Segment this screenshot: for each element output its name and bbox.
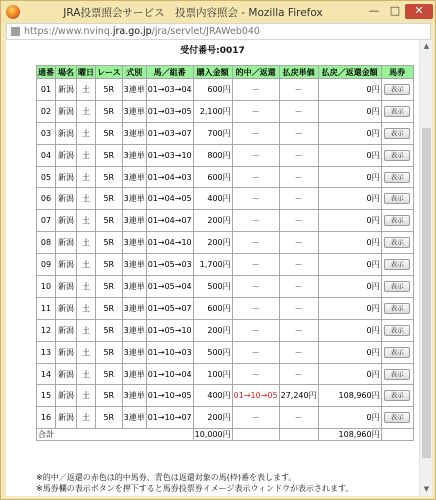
minimize-button[interactable]: — (368, 4, 380, 17)
horse-combination: 01→05→10 (146, 319, 193, 341)
ticket-cell (381, 188, 413, 210)
payout-unit: － (279, 297, 318, 319)
row-number: 01 (37, 79, 56, 101)
show-ticket-button[interactable]: 表示 (384, 84, 410, 95)
bet-amount: 200円 (193, 210, 232, 232)
payout-unit: － (279, 363, 318, 385)
weekday: 土 (77, 144, 96, 166)
ticket-cell (381, 166, 413, 188)
bet-type: 3連単 (122, 363, 146, 385)
horse-combination: 01→04→05 (146, 188, 193, 210)
payout-amount: 0円 (318, 79, 381, 101)
race-number: 5R (96, 363, 123, 385)
payout-amount: 0円 (318, 100, 381, 122)
bet-amount: 700円 (193, 122, 232, 144)
show-ticket-button[interactable]: 表示 (384, 303, 410, 314)
payout-unit: － (279, 210, 318, 232)
ticket-cell (381, 297, 413, 319)
weekday: 土 (77, 166, 96, 188)
weekday: 土 (77, 341, 96, 363)
maximize-button[interactable]: □ (389, 4, 401, 17)
table-row (37, 407, 414, 429)
url-domain: jra.go.jp (112, 26, 152, 37)
hit-refund: － (232, 166, 279, 188)
total-payout: 108,960円 (318, 429, 381, 441)
bet-amount: 600円 (193, 297, 232, 319)
venue-name: 新潟 (56, 407, 77, 429)
note-hit-color: ※的中／返還の赤色は的中馬券、青色は返還対象の馬(枠)番を表します。 (36, 473, 297, 482)
table-row (37, 341, 414, 363)
payout-unit: － (279, 100, 318, 122)
show-ticket-button[interactable]: 表示 (384, 347, 410, 358)
row-number: 04 (37, 144, 56, 166)
receipt-number: 受付番号:0017 (180, 46, 245, 56)
weekday: 土 (77, 385, 96, 407)
row-number: 12 (37, 319, 56, 341)
show-ticket-button[interactable]: 表示 (384, 237, 410, 248)
show-ticket-button[interactable]: 表示 (384, 390, 410, 401)
horse-combination: 01→10→03 (146, 341, 193, 363)
ticket-cell (381, 100, 413, 122)
row-number: 15 (37, 385, 56, 407)
total-row (37, 429, 414, 441)
header-cell: 場名 (56, 66, 77, 79)
table-header-row (37, 66, 414, 79)
header-cell: 馬券 (381, 66, 413, 79)
venue-name: 新潟 (56, 319, 77, 341)
hit-refund: － (232, 254, 279, 276)
weekday: 土 (77, 210, 96, 232)
table-row (37, 188, 414, 210)
horse-combination: 01→04→07 (146, 210, 193, 232)
hit-refund: － (232, 319, 279, 341)
header-cell: 通番 (38, 67, 54, 77)
bet-type: 3連単 (122, 297, 146, 319)
ticket-cell (381, 254, 413, 276)
close-button[interactable]: ✕ (405, 4, 433, 19)
table-row (37, 100, 414, 122)
race-number: 5R (96, 276, 123, 298)
hit-refund: － (232, 79, 279, 101)
venue-name: 新潟 (56, 188, 77, 210)
show-ticket-button[interactable]: 表示 (384, 259, 410, 270)
venue-name: 新潟 (56, 385, 77, 407)
ticket-cell (381, 232, 413, 254)
show-ticket-button[interactable]: 表示 (384, 369, 410, 380)
payout-amount: 108,960円 (318, 385, 381, 407)
row-number: 05 (37, 166, 56, 188)
race-number: 5R (96, 79, 123, 101)
table-row (37, 363, 414, 385)
show-ticket-button[interactable]: 表示 (384, 150, 410, 161)
row-number: 07 (37, 210, 56, 232)
payout-unit: － (279, 79, 318, 101)
hit-refund: － (232, 210, 279, 232)
weekday: 土 (77, 276, 96, 298)
bet-type: 3連単 (122, 319, 146, 341)
weekday: 土 (77, 407, 96, 429)
horse-combination: 01→03→10 (146, 144, 193, 166)
payout-unit: － (279, 166, 318, 188)
payout-amount: 0円 (318, 341, 381, 363)
horse-combination: 01→05→04 (146, 276, 193, 298)
ticket-cell (381, 276, 413, 298)
race-number: 5R (96, 385, 123, 407)
row-number: 03 (37, 122, 56, 144)
row-number: 13 (37, 341, 56, 363)
row-number: 02 (37, 100, 56, 122)
weekday: 土 (77, 122, 96, 144)
show-ticket-button[interactable]: 表示 (384, 281, 410, 292)
hit-refund: － (232, 407, 279, 429)
show-ticket-button[interactable]: 表示 (384, 193, 410, 204)
payout-unit: － (279, 188, 318, 210)
race-number: 5R (96, 341, 123, 363)
ticket-cell (381, 319, 413, 341)
page-icon (11, 27, 20, 36)
hit-refund: － (232, 363, 279, 385)
show-ticket-button[interactable]: 表示 (384, 106, 410, 117)
row-number: 16 (37, 407, 56, 429)
table-row (37, 210, 414, 232)
table-row (37, 122, 414, 144)
horse-combination: 01→10→07 (146, 407, 193, 429)
payout-amount: 0円 (318, 407, 381, 429)
scroll-up-icon[interactable]: ▲ (423, 42, 430, 50)
horse-combination: 01→04→10 (146, 232, 193, 254)
row-number: 06 (37, 188, 56, 210)
venue-name: 新潟 (56, 166, 77, 188)
bet-amount: 200円 (193, 319, 232, 341)
race-number: 5R (96, 407, 123, 429)
race-number: 5R (96, 210, 123, 232)
bet-type: 3連単 (122, 144, 146, 166)
payout-unit: － (279, 407, 318, 429)
payout-unit: 27,240円 (279, 385, 318, 407)
weekday: 土 (77, 100, 96, 122)
horse-combination: 01→05→07 (146, 297, 193, 319)
weekday: 土 (77, 319, 96, 341)
ticket-cell (381, 210, 413, 232)
race-number: 5R (96, 254, 123, 276)
ticket-cell (381, 363, 413, 385)
bet-type: 3連単 (122, 341, 146, 363)
bet-type: 3連単 (122, 407, 146, 429)
bet-amount: 800円 (193, 144, 232, 166)
scroll-down-icon[interactable]: ▼ (423, 485, 430, 493)
venue-name: 新潟 (56, 341, 77, 363)
page-content (6, 40, 419, 496)
payout-unit: － (279, 319, 318, 341)
total-amount: 10,000円 (194, 430, 231, 440)
hit-refund: － (232, 232, 279, 254)
url-path: /jra/servlet/JRAWeb040 (151, 26, 260, 37)
payout-amount: 0円 (318, 276, 381, 298)
payout-unit: － (279, 144, 318, 166)
header-cell: 購入金額 (193, 66, 232, 79)
payout-unit: － (279, 122, 318, 144)
venue-name: 新潟 (56, 232, 77, 254)
venue-name: 新潟 (56, 100, 77, 122)
venue-name: 新潟 (56, 122, 77, 144)
race-number: 5R (96, 188, 123, 210)
row-number: 14 (37, 363, 56, 385)
horse-combination: 01→04→03 (146, 166, 193, 188)
bet-type: 3連単 (122, 210, 146, 232)
ticket-cell (381, 385, 413, 407)
horse-combination: 01→05→03 (146, 254, 193, 276)
weekday: 土 (77, 297, 96, 319)
bet-amount: 600円 (193, 166, 232, 188)
payout-unit: － (279, 341, 318, 363)
ticket-cell (381, 122, 413, 144)
header-cell: 払戻単価 (279, 66, 318, 79)
header-cell: 的中／返還 (232, 66, 279, 79)
hit-refund: － (232, 297, 279, 319)
payout-unit: － (279, 276, 318, 298)
address-bar[interactable] (6, 23, 431, 40)
hit-refund: － (232, 188, 279, 210)
row-number: 11 (37, 297, 56, 319)
table-row (37, 319, 414, 341)
race-number: 5R (96, 297, 123, 319)
hit-refund: 01→10→05 (232, 385, 279, 407)
payout-unit: － (279, 254, 318, 276)
show-ticket-button[interactable]: 表示 (384, 128, 410, 139)
total-label: 合計 (37, 429, 194, 441)
payout-amount: 0円 (318, 210, 381, 232)
table-row (37, 385, 414, 407)
bet-type: 3連単 (122, 232, 146, 254)
bet-amount: 500円 (193, 276, 232, 298)
payout-amount: 0円 (318, 319, 381, 341)
vertical-scrollbar[interactable] (419, 40, 432, 496)
table-row (37, 254, 414, 276)
table-row (37, 297, 414, 319)
bet-type: 3連単 (122, 100, 146, 122)
race-number: 5R (96, 166, 123, 188)
table-row (37, 144, 414, 166)
show-ticket-button[interactable]: 表示 (384, 215, 410, 226)
payout-amount: 0円 (318, 122, 381, 144)
bet-amount: 200円 (193, 407, 232, 429)
table-row (37, 232, 414, 254)
horse-combination: 01→10→05 (146, 385, 193, 407)
payout-amount: 0円 (318, 363, 381, 385)
venue-name: 新潟 (56, 254, 77, 276)
hit-refund: － (232, 100, 279, 122)
race-number: 5R (96, 122, 123, 144)
race-number: 5R (96, 144, 123, 166)
show-ticket-button[interactable]: 表示 (384, 325, 410, 336)
venue-name: 新潟 (56, 276, 77, 298)
bet-type: 3連単 (122, 276, 146, 298)
horse-combination: 01→03→07 (146, 122, 193, 144)
race-number: 5R (96, 232, 123, 254)
weekday: 土 (77, 363, 96, 385)
url-text (24, 26, 260, 37)
show-ticket-button[interactable]: 表示 (384, 412, 410, 423)
bet-amount: 400円 (193, 188, 232, 210)
race-number: 5R (96, 319, 123, 341)
table-row (37, 276, 414, 298)
header-cell: 式別 (122, 66, 146, 79)
table-row (37, 79, 414, 101)
bet-amount: 600円 (193, 79, 232, 101)
title-bar[interactable] (1, 1, 435, 23)
bet-amount: 400円 (193, 385, 232, 407)
ticket-cell (381, 341, 413, 363)
race-number: 5R (96, 100, 123, 122)
bet-type: 3連単 (122, 254, 146, 276)
hit-refund: － (232, 122, 279, 144)
row-number: 08 (37, 232, 56, 254)
bet-type: 3連単 (122, 166, 146, 188)
bet-amount: 200円 (193, 232, 232, 254)
payout-amount: 0円 (318, 188, 381, 210)
bet-type: 3連単 (122, 385, 146, 407)
hit-refund: － (232, 341, 279, 363)
weekday: 土 (77, 188, 96, 210)
payout-amount: 0円 (318, 297, 381, 319)
table-row (37, 166, 414, 188)
row-number: 09 (37, 254, 56, 276)
bet-amount: 2,100円 (193, 100, 232, 122)
weekday: 土 (77, 232, 96, 254)
weekday: 土 (77, 254, 96, 276)
venue-name: 新潟 (56, 297, 77, 319)
payout-amount: 0円 (318, 254, 381, 276)
window-title: JRA投票照会サービス 投票内容照会 - Mozilla Firefox (63, 7, 323, 19)
payout-amount: 0円 (318, 232, 381, 254)
header-cell: 払戻／返還金額 (318, 66, 381, 79)
bet-amount: 1,700円 (193, 254, 232, 276)
bet-amount: 500円 (193, 341, 232, 363)
venue-name: 新潟 (56, 79, 77, 101)
ticket-cell (381, 407, 413, 429)
bet-type: 3連単 (122, 188, 146, 210)
show-ticket-button[interactable]: 表示 (384, 172, 410, 183)
bet-type: 3連単 (122, 79, 146, 101)
bet-type: 3連単 (122, 122, 146, 144)
payout-unit: － (279, 232, 318, 254)
scroll-thumb[interactable] (422, 128, 431, 458)
horse-combination: 01→10→04 (146, 363, 193, 385)
header-cell: 馬／組番 (146, 66, 193, 79)
hit-refund: － (232, 276, 279, 298)
horse-combination: 01→03→05 (146, 100, 193, 122)
venue-name: 新潟 (56, 363, 77, 385)
url-prefix: https://www.nvinq. (24, 26, 113, 37)
weekday: 土 (77, 79, 96, 101)
venue-name: 新潟 (56, 210, 77, 232)
note-show-button: ※馬券欄の表示ボタンを押下すると馬券投票券イメージ表示ウィンドウが表示されます。 (36, 484, 354, 493)
bets-table (36, 65, 414, 441)
ticket-cell (381, 79, 413, 101)
firefox-icon (6, 5, 20, 19)
venue-name: 新潟 (56, 144, 77, 166)
horse-combination: 01→03→04 (146, 79, 193, 101)
hit-refund: － (232, 144, 279, 166)
header-cell: レース (97, 67, 121, 77)
row-number: 10 (37, 276, 56, 298)
header-cell: 曜日 (78, 67, 94, 77)
payout-amount: 0円 (318, 166, 381, 188)
bet-amount: 100円 (193, 363, 232, 385)
ticket-cell (381, 144, 413, 166)
payout-amount: 0円 (318, 144, 381, 166)
